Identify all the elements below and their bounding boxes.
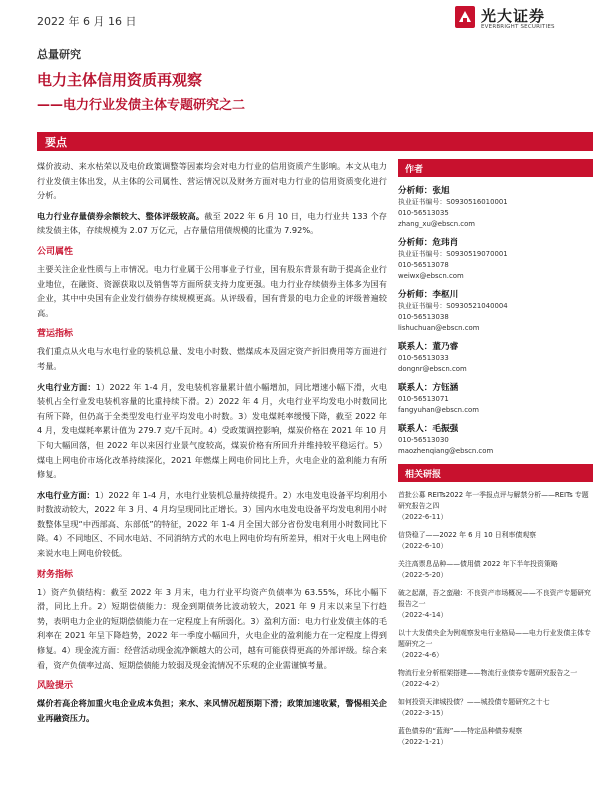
related-report-date: （2022-3-15）: [398, 709, 448, 717]
financial-paragraph: [37, 585, 387, 673]
related-header-bar: [398, 464, 593, 482]
analyst-cert: 执业证书编号：S0930516010001: [398, 198, 508, 206]
related-report-date: （2022-1-21）: [398, 738, 448, 746]
company-paragraph: [37, 262, 387, 320]
hydro-power-paragraph: [37, 488, 387, 561]
contact-phone: 010-56513030: [398, 436, 449, 444]
section-title-company: 公司属性: [37, 246, 74, 257]
contact-card: [398, 423, 593, 457]
paragraph-text: 我们重点从火电与水电行业的装机总量、发电小时数、燃煤成本及固定资产折旧费用等方面进行考量。: [37, 346, 387, 371]
related-report-date: （2022-4-2）: [398, 680, 444, 688]
related-report-date: （2022-4-6）: [398, 651, 444, 659]
contact-email[interactable]: fangyuhan@ebscn.com: [398, 406, 479, 414]
related-report-item[interactable]: [398, 490, 593, 523]
contact-name: 联系人：董乃睿: [398, 342, 459, 352]
related-report-title: 如何投资天津城投债？——城投债专题研究之十七: [398, 698, 550, 706]
related-report-title: 以十大发债央企为例观察发电行业格局——电力行业发债主体专题研究之一: [398, 629, 591, 648]
risk-paragraph: [37, 696, 387, 725]
contact-email[interactable]: maozhenqiang@ebscn.com: [398, 447, 494, 455]
analyst-email[interactable]: zhang_xu@ebscn.com: [398, 220, 475, 228]
authors-label: 作者: [405, 165, 424, 175]
analyst-card: [398, 237, 593, 282]
related-report-item[interactable]: [398, 559, 593, 581]
summary-header-bar: [37, 132, 593, 151]
paragraph-text: 1）2022 年 1-4 月，水电行业装机总量持续提升。2）水电发电设备平均利用小时数波动较大，2022 年 3 月、4 月均呈现同比正增长。3）国内水电发电设备平均发电利用小时数整体呈现“中西部高、东部低”的特征，2022 年 1-4 月全国大部分省份发电利用小时数同比下降。4）不同地区、不同水电站、不同消纳方式的水电上网电价均有所差异，相对于火电上网电价来说水电上网电价较低。: [37, 489, 387, 559]
related-report-item[interactable]: [398, 697, 593, 719]
paragraph-text: 1）资产负债结构：截至 2022 年 3 月末，电力行业平均资产负债率为 63.55%，环比小幅下滑，同比上升。2）短期偿债能力：现金到期债务比波动较大，2021 年 9 月末以来呈下行趋势，表明电力企业的短期偿债能力在一定程度上有所弱化。3）盈利方面：电力行业发债主体的毛利率在 2021 年呈下降趋势，2022 年一季度小幅回升，火电企业的盈利能力在一定程度上得到修复。4）现金流方面：经营活动现金流净额越大的公司，越有可能获得更高的外部评级。综合来看，资产负债率过高、短期偿债能力较弱及现金流情况不乐观的企业需谨慎考量。: [37, 586, 387, 670]
analyst-email[interactable]: weiwx@ebscn.com: [398, 272, 464, 280]
contact-name: 联系人：方钰涵: [398, 383, 459, 393]
related-report-date: （2022-6-11）: [398, 513, 448, 521]
operations-intro-paragraph: [37, 344, 387, 373]
report-category: 总量研究: [37, 48, 81, 61]
related-report-date: （2022-4-14）: [398, 611, 448, 619]
related-report-date: （2022-6-10）: [398, 542, 448, 550]
scale-text: 截至 2022 年 6 月 10 日，电力行业共 133 个存续发债主体，存续规模为 2.07 万亿元，占存量信用债规模的比重为 7.92%。: [37, 210, 387, 236]
section-title-risk: 风险提示: [37, 681, 74, 692]
paragraph-lead: 水电行业方面：: [37, 489, 95, 500]
related-report-item[interactable]: [398, 530, 593, 552]
thermal-power-paragraph: [37, 380, 387, 482]
related-report-title: 破之起潮，吾之蛮融：不良资产市场概况——不良资产专题研究报告之一: [398, 589, 591, 608]
logo-english-name: EVERBRIGHT SECURITIES: [481, 24, 555, 30]
related-report-title: 首批公募 REITs2022 年一季报点评与解禁分析——REITs 专题研究报告之四: [398, 491, 589, 510]
related-report-item[interactable]: [398, 726, 593, 748]
report-date: 2022 年 6 月 16 日: [37, 15, 137, 28]
analyst-phone: 010-56513078: [398, 261, 449, 269]
analyst-phone: 010-56513038: [398, 313, 449, 321]
analyst-card: [398, 289, 593, 334]
section-title-operations: 营运指标: [37, 329, 74, 340]
related-report-title: 物流行业分析框架搭建——物流行业债券专题研究报告之一: [398, 669, 578, 677]
paragraph-lead: 煤价若高企将加重火电企业成本负担；来水、来风情况超预期下滑；政策加速收紧，警惕相关企业再融资压力。: [37, 698, 387, 723]
analyst-name: 分析师：危玮肖: [398, 238, 459, 248]
analyst-card: [398, 185, 593, 230]
brand-logo: [455, 4, 595, 36]
authors-header-bar: [398, 159, 593, 177]
related-report-item[interactable]: [398, 628, 593, 661]
contact-card: [398, 382, 593, 416]
main-content: [37, 159, 387, 731]
contact-phone: 010-56513033: [398, 354, 449, 362]
paragraph-lead: 火电行业方面：: [37, 381, 96, 392]
related-report-title: 蓝色债券的“蓝海”——特定品种债券观察: [398, 727, 523, 735]
related-report-date: （2022-5-20）: [398, 571, 448, 579]
related-report-item[interactable]: [398, 668, 593, 690]
everbright-logo-icon: [455, 6, 475, 28]
paragraph-text: 1）2022 年 1-4 月，发电装机容量累计值小幅增加，同比增速小幅下滑，火电装机占全行业发电装机容量的比重持续下滑。2）2022 年 4 月，火电行业平均发电小时数同比有所下降，但仍高于全类型发电行业平均发电小时数。3）发电煤耗率缓慢下降，截至 2022 年 4 月，发电煤耗率累计值为 279.7 克/千瓦时。4）受政策调控影响，煤炭价格在 2021 年 10 月下旬大幅回落，但 2022 年以来因行业景气度较高，煤炭价格有所回升并维持较平稳运行。5）煤电上网电价市场化改革持续深化，2021 年燃煤上网电价同比上升，火电企业的盈利能力有所修复。: [37, 381, 387, 480]
contact-name: 联系人：毛振强: [398, 424, 459, 434]
paragraph-text: 主要关注企业性质与上市情况。电力行业属于公用事业子行业，国有股东背景有助于提高企业行业地位，在融资、资源获取以及销售等方面所获支持力度更强。电力行业存续债券主体多为国有企业，其中中央国有企业发行债券存续规模更高。从评级看，国有背景的电力企业的评级普遍较高。: [37, 263, 387, 318]
related-report-title: 信贷稳了——2022 年 6 月 10 日利率债观察: [398, 531, 537, 539]
analyst-phone: 010-56513035: [398, 209, 449, 217]
related-label: 相关研报: [405, 470, 442, 480]
scale-lead: 电力行业存量债券余额较大、整体评级较高。: [37, 210, 205, 221]
analyst-cert: 执业证书编号：S0930519070001: [398, 250, 508, 258]
analyst-cert: 执业证书编号：S0930521040004: [398, 302, 508, 310]
section-title-financial: 财务指标: [37, 569, 74, 580]
logo-chinese-name: 光大证券: [481, 7, 546, 25]
analyst-name: 分析师：张旭: [398, 186, 450, 196]
related-report-item[interactable]: [398, 588, 593, 621]
scale-paragraph: [37, 209, 387, 238]
analyst-name: 分析师：李枢川: [398, 290, 459, 300]
related-report-title: 关注高票息品种——债用债 2022 年下半年投资策略: [398, 560, 558, 568]
intro-paragraph: 煤价波动、来水枯荣以及电价政策调整等因素均会对电力行业的信用资质产生影响。本文从电力行业发债主体出发，从主体的公司属性、营运情况以及财务方面对电力行业的信用资质变化进行分析。: [37, 161, 387, 201]
report-subtitle: ——电力行业发债主体专题研究之二: [37, 98, 246, 113]
summary-label: 要点: [45, 136, 67, 149]
report-title: 电力主体信用资质再观察: [37, 71, 203, 89]
contact-email[interactable]: dongnr@ebscn.com: [398, 365, 467, 373]
analyst-email[interactable]: lishuchuan@ebscn.com: [398, 324, 480, 332]
contact-phone: 010-56513071: [398, 395, 449, 403]
contact-card: [398, 341, 593, 375]
sidebar: [398, 159, 593, 755]
